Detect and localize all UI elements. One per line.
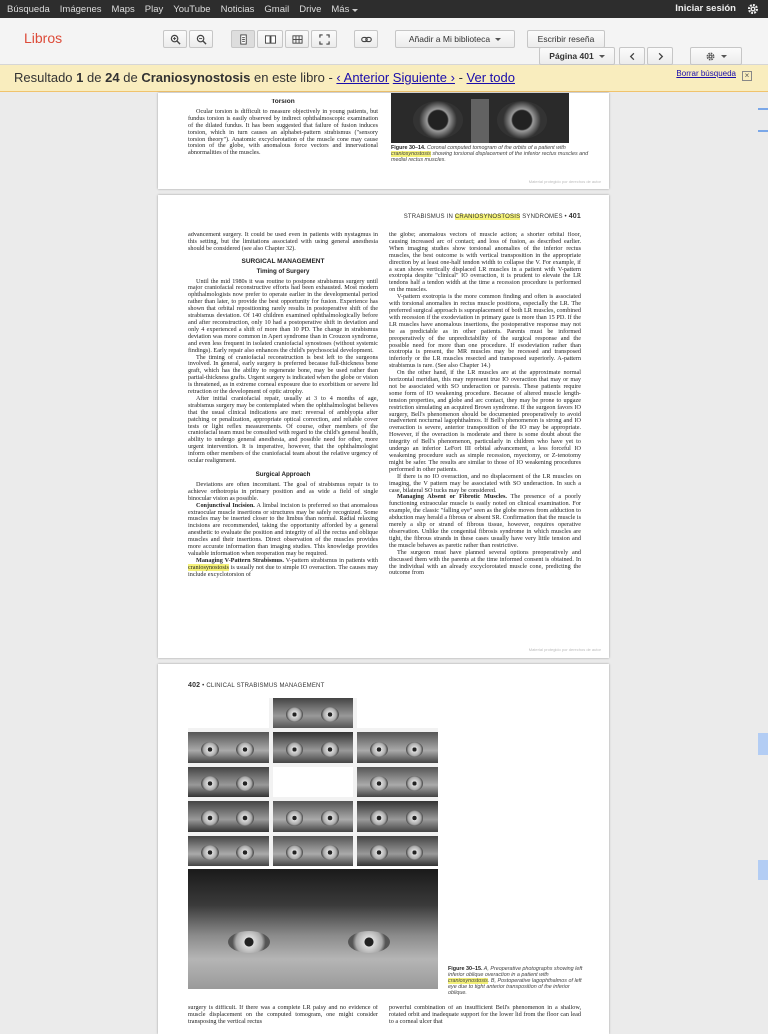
write-review-label: Escribir reseña	[537, 34, 595, 44]
approach-paragraph: Deviations are often incomitant. The goal of strabismus repair is to achieve orthotropia in primary position and as wide a field of single binocular vision as possible.	[188, 480, 378, 502]
right-paragraph-3: On the other hand, if the LR muscles are at the approximate normal horizontal meridian, this may represent true IO overaction that may or may not be associated with SO underaction or paresis. These patients require some form of IO weakening procedure. Because of altered muscle length-tension properties, and globe and arc contact, they may be prone to upgaze restriction simulating an acquired Brown syndrome. If the surgeon favors IO surgery, Bell's phenomenon should be documented preoperatively to avoid inadvertent nocturnal lagophthalmos. If Bell's phenomenon is strong and IO overaction is severe, anterior transposition of the IO may be appropriate. However, if the overaction is moderate and there is some doubt about the integrity of Bell's phenomenon, particularly in children who have yet to undergo an inferior LeFort III orbital advancement, a less forceful IO weakening procedure such as simple recession, myectomy, or Z-tenotomy might be safer. The results are similar to those of IO weakening procedures performed in other patients.	[389, 369, 581, 473]
close-icon[interactable]: ×	[742, 71, 752, 81]
result-total: 24	[105, 70, 120, 85]
eye	[201, 742, 219, 757]
surgical-management-heading: SURGICAL MANAGEMENT	[241, 257, 325, 265]
chevron-down-icon	[352, 9, 358, 12]
conjunctival-lead: Conjunctival Incision.	[196, 501, 255, 509]
eye	[406, 845, 424, 860]
photo-cell	[273, 698, 354, 728]
copyright-watermark: Material protegido por derechos de autor	[528, 179, 601, 184]
photo-cell	[357, 836, 438, 866]
result-in-book: en este libro -	[254, 70, 333, 85]
timing-paragraph-2: The timing of craniofacial reconstruction is best left to the surgeons involved. In general, early surgery is preferred because full-thickness bone graft, which has the ability to regenerate bone, may be used rather than partial-thickness grafts. Urgent surgery is indicated when the globe or vision is threatened, as in extreme corneal exposure due to exorbitism or severe lid retraction or the development of optic atrophy.	[188, 353, 378, 396]
result-number: 1	[76, 70, 84, 85]
page-select-label: Página 401	[549, 51, 594, 61]
thumbnail-view-button[interactable]	[285, 30, 309, 48]
search-result-bar	[0, 65, 768, 92]
timing-heading: Timing of Surgery	[256, 267, 310, 275]
chevron-down-icon	[599, 55, 605, 58]
page-number: 401	[568, 213, 581, 220]
link-icon	[361, 34, 372, 45]
nav-more-label: Más	[331, 3, 350, 15]
runhead-text: CLINICAL STRABISMUS MANAGEMENT	[206, 683, 325, 689]
search-highlight: craniosynostosis	[448, 978, 488, 984]
nav-play[interactable]: Play	[144, 3, 164, 15]
eye	[236, 776, 254, 791]
absent-muscles-paragraph	[389, 494, 581, 549]
scrollbar-result-marker[interactable]	[758, 108, 768, 110]
photo-cell	[357, 767, 438, 797]
eye	[370, 742, 388, 757]
torsion-heading: Torsion	[271, 99, 295, 105]
v-pattern-lead: Managing V-Pattern Strabismus.	[196, 556, 284, 564]
two-page-view-button[interactable]	[257, 30, 283, 48]
figure-30-14-text-a: Coronal computed tomogram of the orbits of a patient with	[426, 145, 566, 151]
zoom-in-icon	[170, 34, 181, 45]
result-dash: -	[458, 70, 463, 85]
figure-30-15-label: Figure 30–15.	[448, 966, 483, 972]
figure-30-15-caption	[448, 966, 586, 996]
copyright-watermark: Material protegido por derechos de autor	[528, 647, 601, 652]
chevron-down-icon	[721, 55, 727, 58]
photo-cell	[188, 836, 269, 866]
eye	[201, 810, 219, 825]
eye	[348, 931, 390, 953]
link-button[interactable]	[354, 30, 378, 48]
grid-icon	[292, 34, 303, 45]
torsion-text: Ocular torsion is difficult to measure objectively in young patients, but fundus torsion is easily observed by indirect ophthalmoscopic examination of the dilated fundus. It has been suggested that failure of fusion induces torsion, which in turn causes an alphabet-pattern strabismus ("sensory torsion theory"). Anatomic excyclorotation of the muscle cone may cause torsion of the globe, with anomalous force vectors and innervational abnormalities of the muscles.	[188, 107, 378, 157]
surgical-approach-heading: Surgical Approach	[255, 471, 311, 478]
page400-column	[188, 99, 378, 183]
absent-muscles-text: The presence of a poorly functioning extraocular muscle is easily noted on clinical examination. For example, the classic "falling eye" seen as the globe moves from adduction to abduction may herald a fibrous or absent SR. Confirmation that the muscle is merely a slip or strand of fibrous tissue, however, requires operative observation. Unlike the congenital fibrosis syndrome in which muscles are tight, the fibrous strands in these cases usually have very little tension and the muscle behaves as paretic rather than restrictive.	[389, 493, 581, 549]
clear-search-link[interactable]: Borrar búsqueda	[676, 69, 736, 78]
right-paragraph-4: If there is no IO overaction, and no displacement of the LR muscles on imaging, the V pattern may be associated with SO underaction. In such a case, bilateral SO tucks may be considered.	[389, 472, 581, 494]
ct-orbit-left	[413, 101, 463, 139]
ct-orbit-right	[497, 101, 547, 139]
photo-cell	[188, 801, 269, 831]
zoom-out-button[interactable]	[189, 30, 213, 48]
eye	[370, 776, 388, 791]
page-select[interactable]	[539, 47, 615, 65]
photo-cell	[273, 836, 354, 866]
see-all-link[interactable]: Ver todo	[466, 70, 515, 85]
single-page-icon	[238, 34, 249, 45]
nav-gmail[interactable]: Gmail	[264, 3, 290, 15]
prev-page-button[interactable]	[619, 47, 645, 65]
nav-drive[interactable]: Drive	[299, 3, 322, 15]
photo-cell	[273, 732, 354, 762]
result-summary	[14, 70, 515, 85]
eye	[321, 845, 339, 860]
postoperative-photo	[188, 869, 438, 989]
eye	[201, 845, 219, 860]
eye	[236, 810, 254, 825]
eye	[321, 810, 339, 825]
page402-left-column	[188, 1005, 378, 1025]
add-to-library-label: Añadir a Mi biblioteca	[408, 34, 491, 44]
search-highlight: CRANIOSYNOSTOSIS	[454, 214, 521, 220]
right-paragraph-1: the globe; anomalous vectors of muscle action; a shorter orbital floor, causing increased arc of contact; and loss of fusion, as described earlier. When imaging studies show torsional anomalies of the inferior rectus muscles, the best outcome is with vertical transposition in the appropriate direction by at least one-half tendon width to collapse the V. For example, if a scan shows vertically displaced LR muscles in a patient with V-pattern exotropia despite "clinical" IO overaction, it is prudent to elevate the LR tendons half a tendon width at the time a recession procedure is performed on the muscles.	[389, 232, 581, 294]
eye	[406, 776, 424, 791]
photo-cell	[273, 801, 354, 831]
scrollbar-result-marker[interactable]	[758, 860, 768, 880]
google-nav	[7, 0, 358, 18]
right-paragraph-2: V-pattern exotropia is the more common finding and often is associated with torsional anomalies in rectus muscle positions, especially the LR. The preferred surgical approach is supraplacement of both LR muscles, combined with recession if the exodeviation in primary gaze is more than 15 PD. If the LR muscles have anomalous insertions, the postoperative response may not be as predictable as in other patients. Parents must be informed preoperatively of the unpredictability of the surgical response and the possible need for more than one procedure. If esodeviation rather than exotropia is present, the MR muscles may be recessed and transposed inferiorly or the LR muscles resected and transposed superiorly. A-pattern strabismus is rare. (See also Chapter 14.)	[389, 293, 581, 370]
google-top-bar	[0, 0, 768, 18]
v-pattern-text-a: V-pattern strabismus in patients with	[285, 556, 378, 564]
conjunctival-paragraph	[188, 503, 378, 558]
prev-result-link[interactable]: ‹ Anterior	[336, 70, 390, 85]
bottom-right-text: powerful combination of an insufficient Bell's phenomenon in a shallow, rotated orbit and inadequate support for the lower lid from the floor can lead to a corneal ulcer that	[389, 1005, 581, 1025]
zoom-in-button[interactable]	[163, 30, 187, 48]
runhead-pre: STRABISMUS IN	[403, 214, 453, 220]
eye	[286, 707, 304, 722]
page-number: 402	[188, 682, 201, 689]
eye	[406, 742, 424, 757]
nav-youtube[interactable]: YouTube	[173, 3, 211, 15]
running-head: 402 • CLINICAL STRABISMUS MANAGEMENT	[188, 682, 325, 689]
page401-right-column	[389, 232, 581, 637]
eye	[321, 707, 339, 722]
book-page-402	[158, 664, 609, 1034]
settings-button[interactable]	[690, 47, 742, 65]
gear-icon	[705, 51, 716, 62]
nav-noticias[interactable]: Noticias	[220, 3, 255, 15]
photo-cell	[357, 732, 438, 762]
scrollbar-thumb[interactable]	[758, 733, 768, 755]
eye	[286, 810, 304, 825]
figure-30-14-text-b: showing torsional displacement of the inferior rectus muscles and medial rectus muscles.	[391, 151, 589, 163]
chevron-left-icon	[627, 51, 638, 62]
eye	[286, 742, 304, 757]
ct-scan-image	[391, 93, 569, 143]
photo-grid	[188, 698, 438, 866]
running-head: STRABISMUS IN CRANIOSYNOSTOSIS SYNDROMES • 401	[403, 213, 581, 220]
ct-septum	[471, 99, 489, 143]
runhead-post: SYNDROMES	[522, 214, 563, 220]
absent-muscles-lead: Managing Absent or Fibrotic Muscles.	[397, 493, 507, 501]
result-de: de	[123, 70, 138, 85]
book-page-401	[158, 195, 609, 658]
eye	[236, 845, 254, 860]
nav-busqueda[interactable]: Búsqueda	[7, 3, 50, 15]
eye	[201, 776, 219, 791]
eye	[321, 742, 339, 757]
photo-cell	[188, 767, 269, 797]
v-pattern-paragraph	[188, 558, 378, 579]
eye	[406, 810, 424, 825]
eye	[228, 931, 270, 953]
eye	[370, 810, 388, 825]
photo-cell	[357, 801, 438, 831]
photo-cell-empty	[188, 698, 269, 728]
chevron-right-icon	[655, 51, 666, 62]
books-brand[interactable]: Libros	[24, 30, 63, 46]
photo-cell-empty	[273, 767, 354, 797]
result-of: de	[87, 70, 102, 85]
search-query: Craniosynostosis	[141, 70, 251, 85]
bottom-left-text: surgery is difficult. If there was a complete LR palsy and no evidence of muscle displacement on the computed tomogram, one might consider transposing the vertical rectus	[188, 1005, 378, 1025]
result-prefix: Resultado	[14, 70, 73, 85]
photo-cell-empty	[357, 698, 438, 728]
conjunctival-text: A limbal incision is preferred so that anomalous extraocular muscle insertions or structures may be safely recognized. Some muscles may be inserted closer to the limbus than normal. Radial relaxing incisions are recommended, taking the opportunity afforded by a general anesthetic to evaluate the position and integrity of all the rectus and oblique muscles and their insertions. Direct observation of the muscles provides more accurate information than imaging studies. This knowledge provides valuable information when reoperation may be required.	[188, 501, 378, 557]
figure-30-14-caption	[391, 145, 591, 163]
next-page-button[interactable]	[647, 47, 673, 65]
intro-text: advancement surgery. It could be used even in patients with nystagmus in this setting, but the limitations associated with using general anesthesia should be considered (see also Chapter 32).	[188, 232, 378, 252]
page402-right-column	[389, 1005, 581, 1025]
nav-maps[interactable]: Maps	[111, 3, 135, 15]
eye	[286, 845, 304, 860]
eye	[370, 845, 388, 860]
figure-30-15-text-b: . B, Postoperative lagophthalmos of left eye due to tight anterior transposition of the inferior oblique.	[448, 978, 582, 996]
figure-30-14-label: Figure 30–14.	[391, 145, 426, 151]
single-page-view-button[interactable]	[231, 30, 255, 48]
timing-paragraph-3: After initial craniofacial repair, usually at 3 to 4 months of age, strabismus surgery may be contemplated when the ophthalmologist believes that the usual clinical indications are met: reversal of amblyopia after patching or penalization, appropriate optical correction, and reliable cover tests or light reflex measurements. Of course, other members of the craniofacial team must be consulted with regard to the child's general health, ability to undergo general anesthesia, and possible need for other, more urgent intervention. It is imperative, however, that the ophthalmologist inform other members of the craniofacial team about the relative urgency of ocular realignment.	[188, 394, 378, 465]
book-page-400	[158, 93, 609, 189]
photo-cell	[188, 732, 269, 762]
two-page-icon	[265, 34, 276, 45]
nav-imagenes[interactable]: Imágenes	[59, 3, 102, 15]
zoom-out-icon	[196, 34, 207, 45]
timing-paragraph-1: Until the mid 1980s it was routine to postpone strabismus surgery until major craniofacial reconstructive efforts had been exhausted. Most modern ophthalmologists now prefer to operate earlier in the developmental period rather than later, to provide the best opportunity for fusion. Experience has shown that orbital repositioning rarely results in postoperative shift of the strabismus deviation. Of 140 children examined ophthalmologically before and after reconstruction, only 10 had a postoperative shift in deviation and only 4 experienced a shift of more than 10 PD. The change in strabismus deviation was more common in Apert syndrome than in Crouzon syndrome, and even less frequent in isolated craniofacial synostoses (without systemic findings). Early repair also enhances the child's psychosocial development.	[188, 277, 378, 354]
nav-more[interactable]	[331, 4, 358, 15]
search-highlight: craniosynostosis	[188, 563, 229, 571]
figure-30-15-text-a: A, Preoperative photographs showing left inferior oblique overaction in a patient with	[448, 966, 583, 978]
gear-icon[interactable]	[746, 2, 760, 16]
preoperative-photo-grid	[188, 698, 438, 866]
write-review-button[interactable]	[527, 30, 605, 48]
fullscreen-icon	[319, 34, 330, 45]
right-paragraph-5: The surgeon must have planned several options preoperatively and discussed them with the parents at the time informed consent is obtained. In the individual with an already excyclorotated muscle cone, predicting the outcome from	[389, 548, 581, 577]
page401-left-column	[188, 232, 378, 637]
chevron-down-icon	[495, 38, 501, 41]
eye	[236, 742, 254, 757]
fullscreen-button[interactable]	[311, 30, 337, 48]
scrollbar-result-marker[interactable]	[758, 130, 768, 132]
books-toolbar	[0, 18, 768, 65]
signin-link[interactable]: Iniciar sesión	[675, 3, 736, 14]
add-to-library-button[interactable]	[395, 30, 515, 48]
search-highlight: craniosynostosis	[391, 151, 431, 157]
v-pattern-text-b: is usually not due to simple IO overaction. The causes may include excyclotorsion of	[188, 563, 378, 578]
next-result-link[interactable]: Siguiente ›	[392, 70, 455, 85]
